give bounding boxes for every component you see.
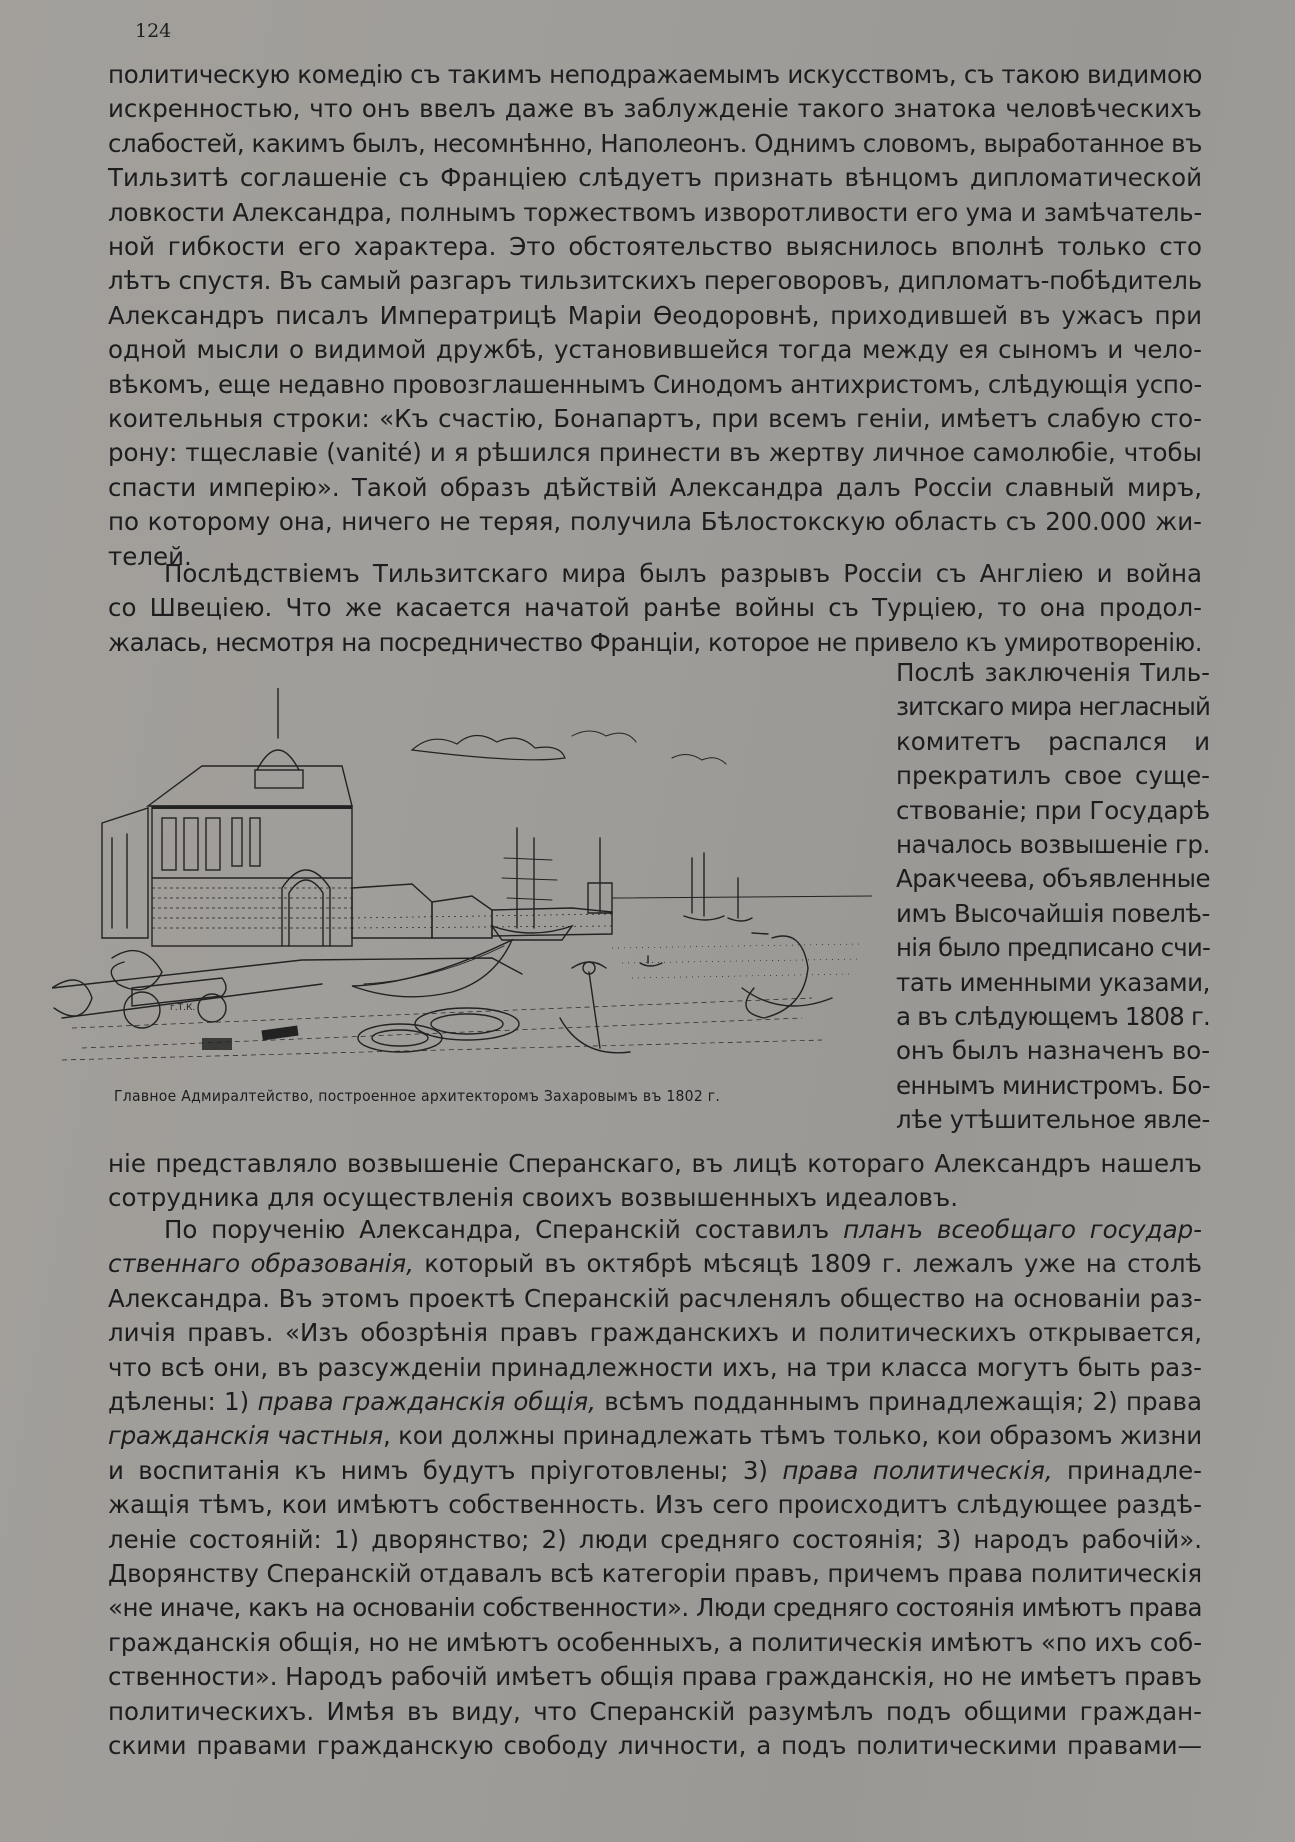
admiralty-illustration [52,688,872,1068]
text-line: телей. [108,541,192,571]
text-line: ственности». Народъ рабочій имѣетъ общія права гражданскія, но не имѣетъ правъ [108,1662,1202,1692]
text-line: по которому она, ничего не теряя, получила Бѣлостокскую область съ 200.000 жи- [108,507,1202,537]
text-line: Аракчеева, объявленные [896,864,1210,894]
text-line: Александръ писалъ Императрицѣ Маріи Ѳеодоровнѣ, приходившей въ ужасъ при [108,300,1202,330]
text-line: Тильзитѣ соглашеніе съ Франціею слѣдуетъ признать вѣнцомъ дипломатической [108,163,1202,193]
figure-caption: Главное Адмиралтейство, построенное архитекторомъ Захаровымъ въ 1802 г. [114,1087,721,1105]
text-line: рону: тщеславіе (vanité) и я рѣшился принести въ жертву личное самолюбіе, чтобы [108,438,1202,468]
text-line: жащія тѣмъ, кои имѣютъ собственность. Изъ сего происходитъ слѣдующее раздѣ- [108,1490,1202,1520]
paragraph-2-continued [108,1147,1202,1216]
text-line: сотрудника для осуществленія своихъ возвышенныхъ идеаловъ. [108,1183,959,1213]
emphasis: права политическія, [782,1455,1053,1485]
artist-signature: г.Т.К. [170,1003,196,1013]
side-column [896,656,1210,1138]
text-line: началось возвышеніе гр. [896,830,1210,860]
emphasis: права гражданскія общія, [257,1387,596,1417]
text-line: онъ былъ назначенъ во- [896,1036,1210,1066]
text-line: зитскаго мира негласный [896,692,1210,722]
text-line: политическую комедію съ такимъ неподражаемымъ искусствомъ, съ такою видимою [108,60,1202,89]
emphasis: гражданскія частныя [108,1421,383,1451]
text-line: искренностью, что онъ ввелъ даже въ заблужденіе такого знатока человѣческихъ [108,94,1202,124]
text-line: гражданскія общія, но не имѣютъ особенныхъ, а политическія имѣютъ «по ихъ соб- [108,1627,1202,1657]
text-line: политическихъ. Имѣя въ виду, что Сперанскій разумѣлъ подъ общими граждан- [108,1696,1202,1726]
text-line: имъ Высочайшія повелѣ- [896,898,1210,928]
text-line: ствованіе; при Государѣ [896,795,1210,825]
text-line: а въ слѣдующемъ 1808 г. [896,1002,1210,1032]
text-line: слабостей, какимъ былъ, несомнѣнно, Наполеонъ. Однимъ словомъ, выработанное въ [108,128,1202,158]
text-line: лѣе утѣшительное явле- [896,1105,1210,1135]
text-line: спасти имперію». Такой образъ дѣйствій Александра далъ Россіи славный миръ, [108,472,1202,502]
text-line: гражданскія частныя, кои должны принадлежать тѣмъ только, кои образомъ жизни [108,1421,1202,1451]
text-line: ніе представляло возвышеніе Сперанскаго, въ лицѣ котораго Александръ нашелъ [108,1149,1202,1178]
paragraph-1 [108,58,1202,574]
text-line: дѣлены: 1) права гражданскія общія, всѣмъ подданнымъ принадлежащія; 2) права [108,1387,1202,1417]
text-line: комитетъ распался и [896,726,1210,756]
paragraph-3 [108,1213,1202,1764]
text-line: леніе состояній: 1) дворянство; 2) люди средняго состоянія; 3) народъ рабочій». [108,1524,1202,1554]
text-line: лѣтъ спустя. Въ самый разгаръ тильзитскихъ переговоровъ, дипломатъ-побѣдитель [108,266,1202,296]
text-line: еннымъ министромъ. Бо- [896,1070,1210,1100]
text-line: «не иначе, какъ на основаніи собственности». Люди средняго состоянія имѣютъ права [108,1593,1202,1623]
emphasis: планъ всеобщаго государ- [843,1215,1202,1244]
text-line: вѣкомъ, еще недавно провозглашеннымъ Синодомъ антихристомъ, слѣдующія успо- [108,369,1202,399]
text-line: ловкости Александра, полнымъ торжествомъ изворотливости его ума и замѣчатель- [108,197,1202,227]
text-line: прекратилъ свое суще- [896,761,1210,791]
text-line: Послѣдствіемъ Тильзитскаго мира былъ разрывъ Россіи съ Англіею и война [164,559,1202,588]
text-line: коительныя строки: «Къ счастію, Бонапартъ, при всемъ геніи, имѣетъ слабую сто- [108,404,1202,434]
text-line: Послѣ заключенія Тиль- [896,658,1210,687]
admiralty-engraving [52,688,872,1068]
text-line: По порученію Александра, Сперанскій составилъ планъ всеобщаго государ- [164,1215,1202,1244]
text-line: и воспитанія къ нимъ будутъ пріуготовлены; 3) права политическія, принадле- [108,1455,1202,1485]
text-line: личія правъ. «Изъ обозрѣнія правъ гражданскихъ и политическихъ открывается, [108,1318,1202,1348]
text-line: одной мысли о видимой дружбѣ, установившейся тогда между ея сыномъ и чело- [108,335,1202,365]
text-line: ственнаго образованія, который въ октябрѣ мѣсяцѣ 1809 г. лежалъ уже на столѣ [108,1249,1202,1279]
text-line: скими правами гражданскую свободу личности, а подъ политическими правами— [108,1731,1202,1761]
text-line: ной гибкости его характера. Это обстоятельство выяснилось вполнѣ только сто [108,232,1202,262]
text-line: Александра. Въ этомъ проектѣ Сперанскій расчленялъ общество на основаніи раз- [108,1283,1202,1313]
text-line: что всѣ они, въ разсужденіи принадлежности ихъ, на три класса могутъ быть раз- [108,1352,1202,1382]
paragraph-2 [108,557,1202,660]
text-line: жалась, несмотря на посредничество Франціи, которое не привело къ умиротворенію. [108,627,1202,657]
text-line: со Швеціею. Что же касается начатой ранѣе войны съ Турціею, то она продол- [108,593,1202,623]
text-line: нія было предписано счи- [896,933,1210,963]
page-number: 124 [135,20,172,42]
text-line: Дворянству Сперанскій отдавалъ всѣ категоріи правъ, причемъ права политическія [108,1559,1202,1589]
text-line: тать именными указами, [896,967,1210,997]
emphasis: ственнаго образованія, [108,1249,414,1279]
